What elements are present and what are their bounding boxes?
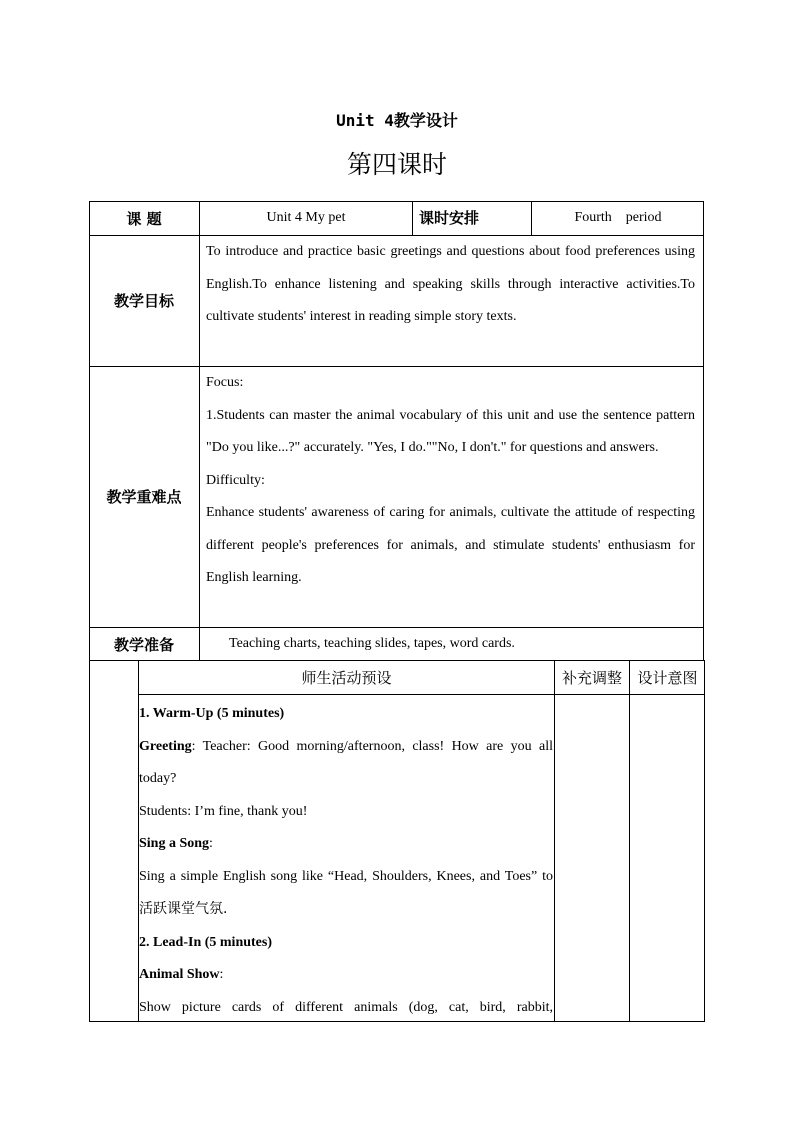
schedule-value: Fourth period [574,210,662,225]
difficulty-text: Enhance students' awareness of caring for animals, cultivate the attitude of respecting different people's preferences for animals, and stimulate students' enthusiasm for English learning. [206,505,695,585]
prep-text: Teaching charts, teaching slides, tapes, word cards. [229,636,515,651]
topic-value: Unit 4 My pet [266,210,346,225]
song-label: Sing a Song [139,836,210,851]
schedule-label: 课时安排 [419,209,480,227]
lesson-period-title: 第四课时 [346,150,447,179]
focus-text: 1.Students can master the animal vocabulary of this unit and use the sentence pattern "Do you like...?" accurately. "Yes, I do.""No, I don't." for questions and answers. [206,407,695,455]
goals-label: 教学目标 [113,292,174,310]
difficulty-heading: Difficulty: [206,472,265,488]
col-adjust-header: 补充调整 [561,668,622,687]
greeting-paragraph [139,731,553,796]
students-reply: Students: I’m fine, thank you! [139,803,308,819]
focus-heading: Focus: [206,375,244,390]
song-text-zh: 活跃课堂气氛. [139,901,228,917]
activity-content: 1. Warm-Up (5 minutes) Greeting: Teacher: Good morning/afternoon, class! How are you all today? Students: I’m fine, thank you! Sing a Song: Sing a simple English song like “Head, Shoulders, Knees, and Toes” to 活跃课堂气氛. 2. Lead-In (5 minutes) Animal Show: Show picture cards of different animals (dog, cat, bird, rabbit, [139,698,553,1022]
greeting-label: Greeting [139,738,192,754]
document-title: Unit 4教学设计 [336,111,458,130]
keypoints-content [206,367,695,627]
animal-show-label: Animal Show [139,967,220,982]
warmup-heading: 1. Warm-Up (5 minutes) [139,706,285,721]
topic-label: 课 题 [126,209,162,228]
keypoints-label: 教学重难点 [106,488,182,506]
leadin-heading: 2. Lead-In (5 minutes) [139,934,273,950]
col-intent-header: 设计意图 [637,668,698,687]
greeting-text: : Teacher: Good morning/afternoon, class! How are you all today? [139,738,553,786]
col-activities-header: 师生活动预设 [301,668,392,687]
song-text: Sing a simple English song like “Head, Shoulders, Knees, and Toes” to [139,868,553,884]
goals-text: To introduce and practice basic greetings and questions about food preferences using English.To enhance listening and speaking skills through interactive activities.To cultivate students' interest in reading simple story texts. [206,244,695,324]
song-paragraph [139,861,553,927]
animal-show-text: Show picture cards of different animals (dog, cat, bird, rabbit, [139,999,553,1015]
prep-label: 教学准备 [113,635,174,654]
